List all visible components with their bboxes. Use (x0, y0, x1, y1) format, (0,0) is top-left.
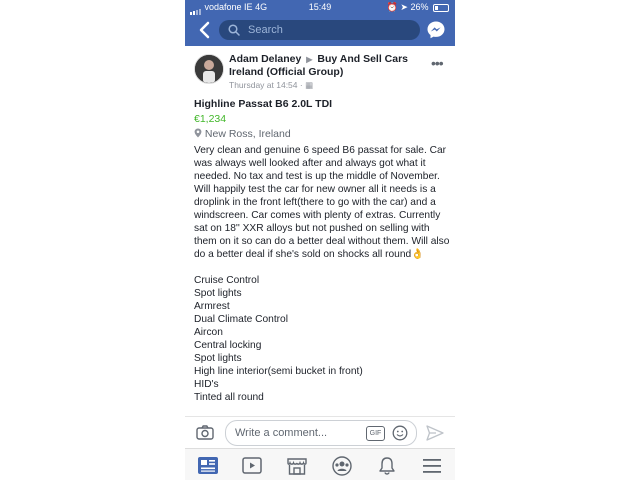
alarm-icon: ⏰ (386, 2, 398, 12)
post-meta: Thursday at 14:54 · ▦ (229, 80, 314, 90)
ok-hand-emoji: 👌 (411, 249, 424, 260)
profile-photo-icon (195, 55, 223, 83)
gif-button[interactable]: GIF (366, 426, 385, 441)
news-feed-icon[interactable] (197, 456, 219, 476)
back-icon[interactable] (195, 19, 215, 41)
status-time: 15:49 (308, 2, 332, 12)
post-timestamp: Thursday at 14:54 (229, 80, 298, 90)
messenger-icon[interactable] (426, 20, 446, 40)
avatar[interactable] (194, 54, 224, 84)
notifications-icon[interactable] (376, 456, 398, 476)
feature-item: Dual Climate Control (194, 314, 288, 325)
groups-icon[interactable] (331, 456, 353, 476)
listing-description (194, 144, 450, 404)
search-placeholder: Search (248, 24, 283, 36)
listing-title: Highline Passat B6 2.0L TDI (194, 98, 333, 110)
description-text: Very clean and genuine 6 speed B6 passat for sale. Car was always well looked after and always got what it needed. No tax and test is up the middle of November. Will happily test the car for new owner all it needs is a droplink in the front left(there to go with the car) and a windscreen. Car comes with plenty of extras. Currently sat on 18'' XXR alloys but not pushed on selling with them on it so can do a better deal without them. Will also do a better deal if she's sold on shocks all round (194, 145, 450, 260)
status-right (387, 0, 449, 14)
battery-icon (433, 4, 449, 12)
feature-item: High line interior(semi bucket in front) (194, 366, 363, 377)
carrier-name: vodafone IE (204, 2, 253, 12)
top-bar (185, 0, 455, 46)
menu-icon[interactable] (421, 456, 443, 476)
arrow-right-icon: ▶ (306, 55, 313, 64)
more-options-icon[interactable]: ••• (431, 55, 443, 71)
location-text: New Ross, Ireland (204, 128, 291, 140)
comment-input[interactable] (225, 420, 417, 446)
description-paragraph (194, 144, 450, 261)
group-name[interactable]: Buy And Sell Cars Ireland (Official Group) (229, 53, 409, 78)
feature-item: Spot lights (194, 353, 242, 364)
feature-item: Tinted all round (194, 392, 264, 403)
feature-item: HID's (194, 379, 219, 390)
feature-item: Spot lights (194, 288, 242, 299)
feature-item: Central locking (194, 340, 262, 351)
comment-placeholder: Write a comment... (235, 427, 328, 439)
post-header (229, 53, 424, 79)
send-icon[interactable] (426, 425, 444, 441)
feature-item: Cruise Control (194, 275, 260, 286)
listing-price: €1,234 (194, 113, 227, 125)
listing-location (194, 128, 291, 140)
location-icon: ➤ (400, 2, 408, 12)
marketplace-icon[interactable] (286, 456, 308, 476)
post-content (185, 46, 455, 416)
bottom-tab-bar (185, 448, 455, 480)
network-type: 4G (255, 2, 268, 12)
feature-list (194, 274, 450, 404)
group-privacy-icon: ▦ (305, 80, 314, 90)
author-name[interactable]: Adam Delaney (229, 53, 302, 65)
nav-row (185, 18, 455, 42)
status-bar (185, 0, 455, 14)
sticker-icon[interactable] (392, 425, 408, 441)
camera-icon[interactable] (196, 425, 214, 440)
watch-icon[interactable] (241, 456, 263, 476)
search-icon (228, 24, 240, 36)
feature-item: Aircon (194, 327, 223, 338)
phone-screen (185, 0, 455, 480)
feature-item: Armrest (194, 301, 230, 312)
comment-composer (185, 416, 455, 449)
location-pin-icon (194, 128, 202, 138)
battery-percent: 26% (410, 2, 429, 12)
search-input[interactable] (219, 20, 420, 40)
